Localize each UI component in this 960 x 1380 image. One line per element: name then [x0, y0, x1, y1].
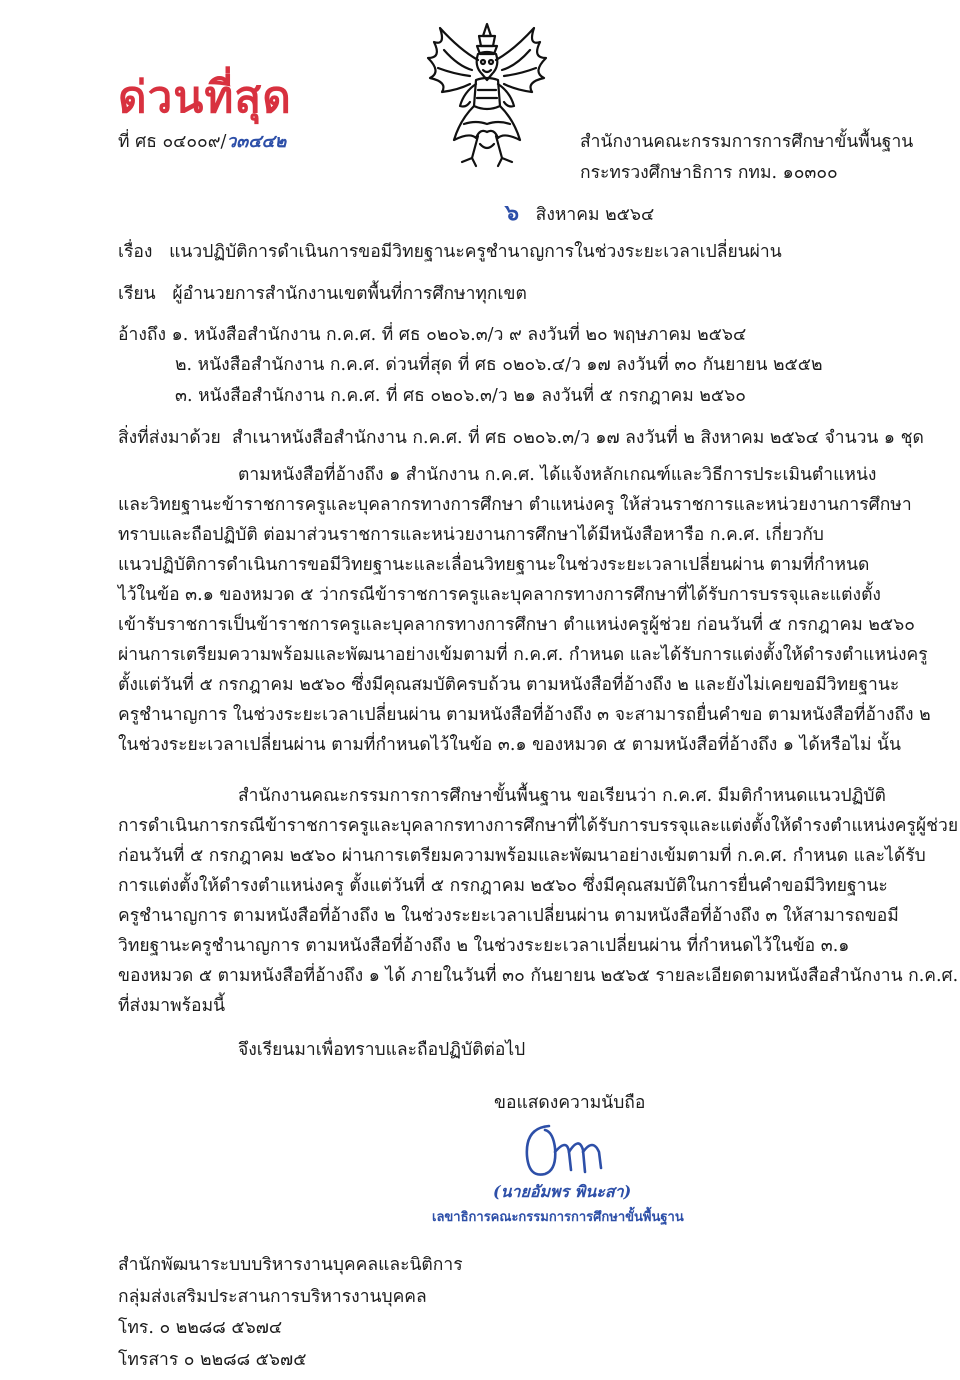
paragraph-line: และวิทยฐานะข้าราชการครูและบุคลากรทางการศึกษา ตำแหน่งครู ให้ส่วนราชการและหน่วยงานการศึกษา — [118, 495, 912, 515]
enclosure-label: สิ่งที่ส่งมาด้วย — [118, 428, 221, 448]
paragraph-line: ไว้ในข้อ ๓.๑ ของหมวด ๕ ว่ากรณีข้าราชการครูและบุคลากรทางการศึกษาที่ได้รับการบรรจุและแต่งตั้ง — [118, 585, 881, 605]
closing-sentence: จึงเรียนมาเพื่อทราบและถือปฏิบัติต่อไป — [238, 1040, 526, 1060]
enclosure-line — [118, 428, 924, 449]
subject-label: เรื่อง — [118, 242, 153, 262]
paragraph-line: ที่ส่งมาพร้อมนี้ — [118, 996, 226, 1016]
document-number-handwritten: ว๓๔๔๒ — [226, 132, 287, 152]
regards-line: ขอแสดงความนับถือ — [494, 1093, 646, 1113]
paragraph-line: เข้ารับราชการเป็นข้าราชการครูและบุคลากรทางการศึกษา ตำแหน่งครูผู้ช่วย ก่อนวันที่ ๕ กรกฎาคม ๒๕๖๐ — [118, 615, 915, 635]
paragraph-line: ครูชำนาญการ ในช่วงระยะเวลาเปลี่ยนผ่าน ตามหนังสือที่อ้างถึง ๓ จะสามารถยื่นคำขอ ตามหนังสือที่อ้างถึง ๒ — [118, 705, 931, 725]
paragraph-line: ในช่วงระยะเวลาเปลี่ยนผ่าน ตามที่กำหนดไว้ในข้อ ๓.๑ ของหมวด ๕ ตามหนังสือที่อ้างถึง ๑ ได้หรือไม่ นั้น — [118, 735, 901, 755]
document-number-prefix: ที่ ศธ ๐๔๐๐๙/ — [118, 132, 227, 152]
recipient-text: ผู้อำนวยการสำนักงานเขตพื้นที่การศึกษาทุกเขต — [172, 284, 527, 304]
document-number — [118, 132, 286, 153]
paragraph-line: สำนักงานคณะกรรมการการศึกษาขั้นพื้นฐาน ขอเรียนว่า ก.ค.ศ. มีมติกำหนดแนวปฏิบัติ — [238, 786, 886, 806]
footer-phone: โทร. ๐ ๒๒๘๘ ๕๖๗๔ — [118, 1318, 283, 1338]
reference-label: อ้างถึง — [118, 325, 167, 345]
paragraph-line: ตั้งแต่วันที่ ๕ กรกฎาคม ๒๕๖๐ ซึ่งมีคุณสมบัติครบถ้วน ตามหนังสือที่อ้างถึง ๒ และยังไม่เคยขอมีวิทยฐานะ — [118, 675, 900, 695]
body-paragraph-1 — [118, 460, 931, 760]
reference-2: ๒. หนังสือสำนักงาน ก.ค.ศ. ด่วนที่สุด ที่ ศธ ๐๒๐๖.๔/ว ๑๗ ลงวันที่ ๓๐ กันยายน ๒๕๕๒ — [175, 355, 823, 375]
subject-text: แนวปฏิบัติการดำเนินการขอมีวิทยฐานะครูชำนาญการในช่วงระยะเวลาเปลี่ยนผ่าน — [169, 242, 782, 262]
paragraph-line: ครูชำนาญการ ตามหนังสือที่อ้างถึง ๒ ในช่วงระยะเวลาเปลี่ยนผ่าน ตามหนังสือที่อ้างถึง ๓ ให้สามารถขอมี — [118, 906, 899, 926]
paragraph-line: แนวปฏิบัติการดำเนินการขอมีวิทยฐานะและเลื่อนวิทยฐานะในช่วงระยะเวลาเปลี่ยนผ่าน ตามที่กำหนด — [118, 555, 870, 575]
document-date — [505, 200, 654, 226]
paragraph-line: การแต่งตั้งให้ดำรงตำแหน่งครู ตั้งแต่วันที่ ๕ กรกฎาคม ๒๕๖๐ ซึ่งมีคุณสมบัติในการยื่นคำขอมีวิทยฐานะ — [118, 876, 888, 896]
footer-fax: โทรสาร ๐ ๒๒๘๘ ๕๖๗๕ — [118, 1350, 307, 1370]
issuer-org: สำนักงานคณะกรรมการการศึกษาขั้นพื้นฐาน — [580, 132, 914, 152]
reference-3: ๓. หนังสือสำนักงาน ก.ค.ศ. ที่ ศธ ๐๒๐๖.๓/ว ๒๑ ลงวันที่ ๕ กรกฎาคม ๒๕๖๐ — [175, 386, 746, 406]
paragraph-line: วิทยฐานะครูชำนาญการ ตามหนังสือที่อ้างถึง ๒ ในช่วงระยะเวลาเปลี่ยนผ่าน ที่กำหนดไว้ในข้อ ๓.๑ — [118, 936, 850, 956]
paragraph-line: ผ่านการเตรียมความพร้อมและพัฒนาอย่างเข้มตามที่ ก.ค.ศ. กำหนด และได้รับการแต่งตั้งให้ดำรงตำแหน่งครู — [118, 645, 928, 665]
paragraph-line: ตามหนังสือที่อ้างถึง ๑ สำนักงาน ก.ค.ศ. ได้แจ้งหลักเกณฑ์และวิธีการประเมินตำแหน่ง — [238, 465, 877, 485]
signer-position: เลขาธิการคณะกรรมการการศึกษาขั้นพื้นฐาน — [432, 1210, 684, 1225]
garuda-emblem — [420, 20, 555, 170]
recipient-label: เรียน — [118, 284, 156, 304]
paragraph-line: ของหมวด ๕ ตามหนังสือที่อ้างถึง ๑ ได้ ภายในวันที่ ๓๐ กันยายน ๒๕๖๕ รายละเอียดตามหนังสือสำนักงาน ก.ค.ศ. — [118, 966, 959, 986]
recipient-line — [118, 284, 527, 305]
paragraph-line: ทราบและถือปฏิบัติ ต่อมาส่วนราชการและหน่วยงานการศึกษาได้มีหนังสือหารือ ก.ค.ศ. เกี่ยวกับ — [118, 525, 824, 545]
footer-group: กลุ่มส่งเสริมประสานการบริหารงานบุคคล — [118, 1287, 427, 1307]
footer-office: สำนักพัฒนาระบบบริหารงานบุคคลและนิติการ — [118, 1255, 463, 1275]
date-day-handwritten: ๖ — [505, 200, 519, 226]
subject-line — [118, 242, 782, 263]
enclosure-text: สำเนาหนังสือสำนักงาน ก.ค.ศ. ที่ ศธ ๐๒๐๖.๓/ว ๑๗ ลงวันที่ ๒ สิงหาคม ๒๕๖๔ จำนวน ๑ ชุด — [231, 428, 924, 448]
issuer-address: กระทรวงศึกษาธิการ กทม. ๑๐๓๐๐ — [580, 163, 838, 183]
body-paragraph-2 — [118, 781, 959, 1021]
paragraph-line: ก่อนวันที่ ๕ กรกฎาคม ๒๕๖๐ ผ่านการเตรียมความพร้อมและพัฒนาอย่างเข้มตามที่ ก.ค.ศ. กำหนด และได้รับ — [118, 846, 926, 866]
signer-name: (นายอัมพร พินะสา) — [493, 1182, 632, 1201]
reference-1 — [118, 325, 746, 346]
reference-item: ๑. หนังสือสำนักงาน ก.ค.ศ. ที่ ศธ ๐๒๐๖.๓/ว ๙ ลงวันที่ ๒๐ พฤษภาคม ๒๕๖๔ — [171, 325, 747, 345]
paragraph-line: การดำเนินการกรณีข้าราชการครูและบุคลากรทางการศึกษาที่ได้รับการบรรจุและแต่งตั้งให้ดำรงตำแหน่งครูผู้ช่วย — [118, 816, 959, 836]
date-month-year: สิงหาคม ๒๕๖๔ — [535, 205, 655, 225]
urgency-stamp: ด่วนที่สุด — [118, 72, 292, 123]
